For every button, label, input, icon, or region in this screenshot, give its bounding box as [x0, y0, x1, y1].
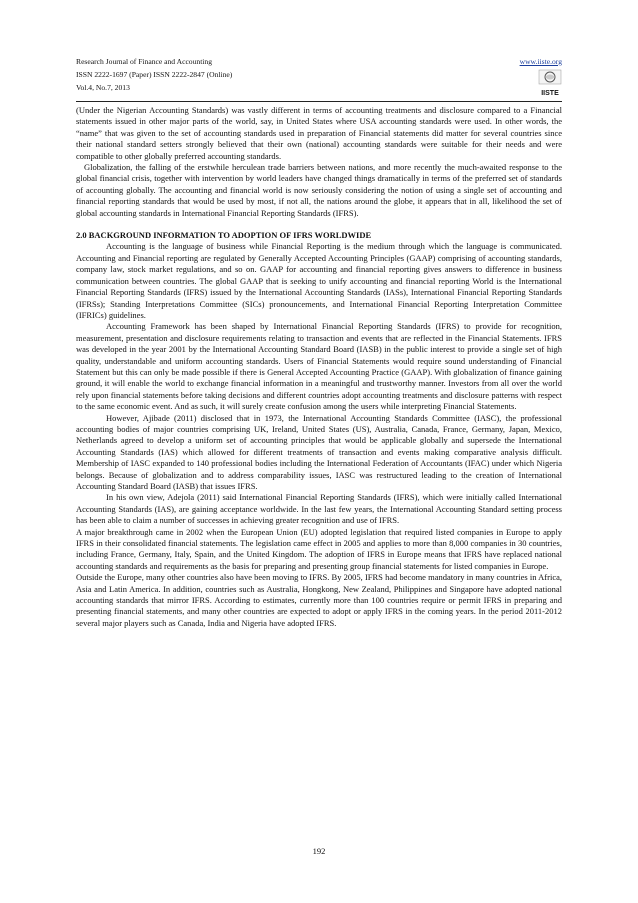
journal-issn: ISSN 2222-1697 (Paper) ISSN 2222-2847 (Online)	[76, 70, 233, 79]
journal-url-link[interactable]: www.iiste.org	[519, 57, 562, 66]
paragraph: A major breakthrough came in 2002 when the European Union (EU) adopted legislation that required listed companies in Europe to apply IFRS in their consolidated financial statements. The legislation came effect in 2005 and applies to more than 8,000 companies in 30 countries, including France, Germany, Italy, Spain, and the United Kingdom. The adoption of IFRS in Europe means that IFRS have replaced national accounting standards and requirements as the basis for preparing and presenting group financial statements for listed companies in Europe.	[76, 526, 562, 571]
journal-title: Research Journal of Finance and Accounting	[76, 57, 213, 66]
paragraph: (Under the Nigerian Accounting Standards) was vastly different in terms of accounting treatments and disclosure compared to a Financial statements issued in other major parts of the world, say, in United States where USA accounting standards were used. In other words, the “name” that was given to the set of accounting standards used in preparation of Financial statements did matter for several countries since their national standard setters strongly believed that their own (national) accounting standards were suitable for their needs and were compatible to other globally preferred accounting standards.	[76, 105, 562, 161]
logo-text: IISTE	[541, 90, 559, 97]
page-header	[76, 55, 562, 94]
journal-volume: Vol.4, No.7, 2013	[76, 83, 130, 92]
paragraph: In his own view, Adejola (2011) said International Financial Reporting Standards (IFRS), which were initially called International Accounting Standards (IAS), are gaining acceptance worldwide. In the last few years, the International Accounting Standard setting process has been able to claim a number of successes in achieving greater recognition and use of IFRS.	[76, 492, 562, 526]
paragraph: Accounting is the language of business while Financial Reporting is the medium through which the language is communicated. Accounting and Financial reporting are regulated by Generally Accepted Accounting Principles (GAAP) comprising of accounting standards, company law, stock market regulations, and so on. GAAP for accounting and financial reporting gives answers to difference in business communication between countries. The global GAAP that is seeking to unify accounting and financial reporting World is the International Financial Reporting Standards (IFRS) issued by the International Accounting Standards (IASs), International Financial Reporting Standards (IFRSs); Standing Interpretations Committee (SICs) pronouncements, and International Financial Reporting Interpretation Committee (IFRICs) guidelines.	[76, 241, 562, 320]
paragraph: Accounting Framework has been shaped by International Financial Reporting Standards (IFRS) to provide for recognition, measurement, presentation and disclosure requirements relating to transaction and events that are reflected in the Financial Statements. IFRS was developed in the year 2001 by the International Accounting Standard Board (IASB) in the public interest to provide a single set of high quality, understandable and uniform accounting standards. Users of Financial Statements would require sound understanding of Financial Statement but this can only be made possible if there is General Accepted Accounting Practice (GAAP). With globalization of finance gaining ground, it will enable the world to exchange financial information in a meaningful and trustworthy manner. Investors from all over the world rely upon financial statements before taking decisions and different countries adopt accounting treatments and disclosure patterns with respect to the same economic event. And as such, it will surely create confusion among the users while interpreting Financial Statements.	[76, 321, 562, 412]
paragraph: However, Ajibade (2011) disclosed that in 1973, the International Accounting Standards Committee (IASC), the professional accounting bodies of major countries comprising UK, Ireland, United States (US), Australia, Canada, France, Germany, Japan, Mexico, Netherlands agreed to develop a uniform set of accounting principles that would be applicable globally and supersede the International Accounting Standards (IAS) which allowed for different treatments of transaction and events making comparative analysis difficult. Membership of IASC expanded to 140 professional bodies including the International Federation of Accountants (IFAC) under which Nigeria belongs. Because of globalization and to address comparability issues, IASC was restructured leading to the creation of International Accounting Standard Board (IASB) that issues IFRS.	[76, 412, 562, 491]
article-body	[76, 105, 562, 629]
iiste-logo	[538, 69, 562, 99]
paragraph: Outside the Europe, many other countries also have been moving to IFRS. By 2005, IFRS had become mandatory in many countries in Africa, Asia and Latin America. In addition, countries such as Australia, Hongkong, New Zealand, Philippines and Singapore have adopted national accounting standards that mirror IFRS. According to estimates, currently more than 100 countries require or permit IFRS in preparing and presenting financial statements, and many other countries are expected to adopt or apply IFRS in the coming years. In the period 2011-2012 several major players such as Canada, India and Nigeria have adopted IFRS.	[76, 572, 562, 628]
header-divider	[76, 101, 562, 102]
page-number: 192	[312, 846, 326, 856]
paragraph: Globalization, the falling of the erstwhile herculean trade barriers between nations, and more recently the much-awaited response to the global financial crisis, together with intervention by world leaders have changed things dramatically in terms of the preferred set of standards of accounting globally. The accounting and financial world is now seriously considering the notion of using a single set of accounting and financial reporting standards that would be used by most, if not all, the nations around the globe, it appears that in all, likelihood the set of global accounting standards in International Financial Reporting Standards (IFRS).	[76, 162, 562, 218]
section-heading: 2.0 BACKGROUND INFORMATION TO ADOPTION OF IFRS WORLDWIDE	[76, 230, 372, 241]
